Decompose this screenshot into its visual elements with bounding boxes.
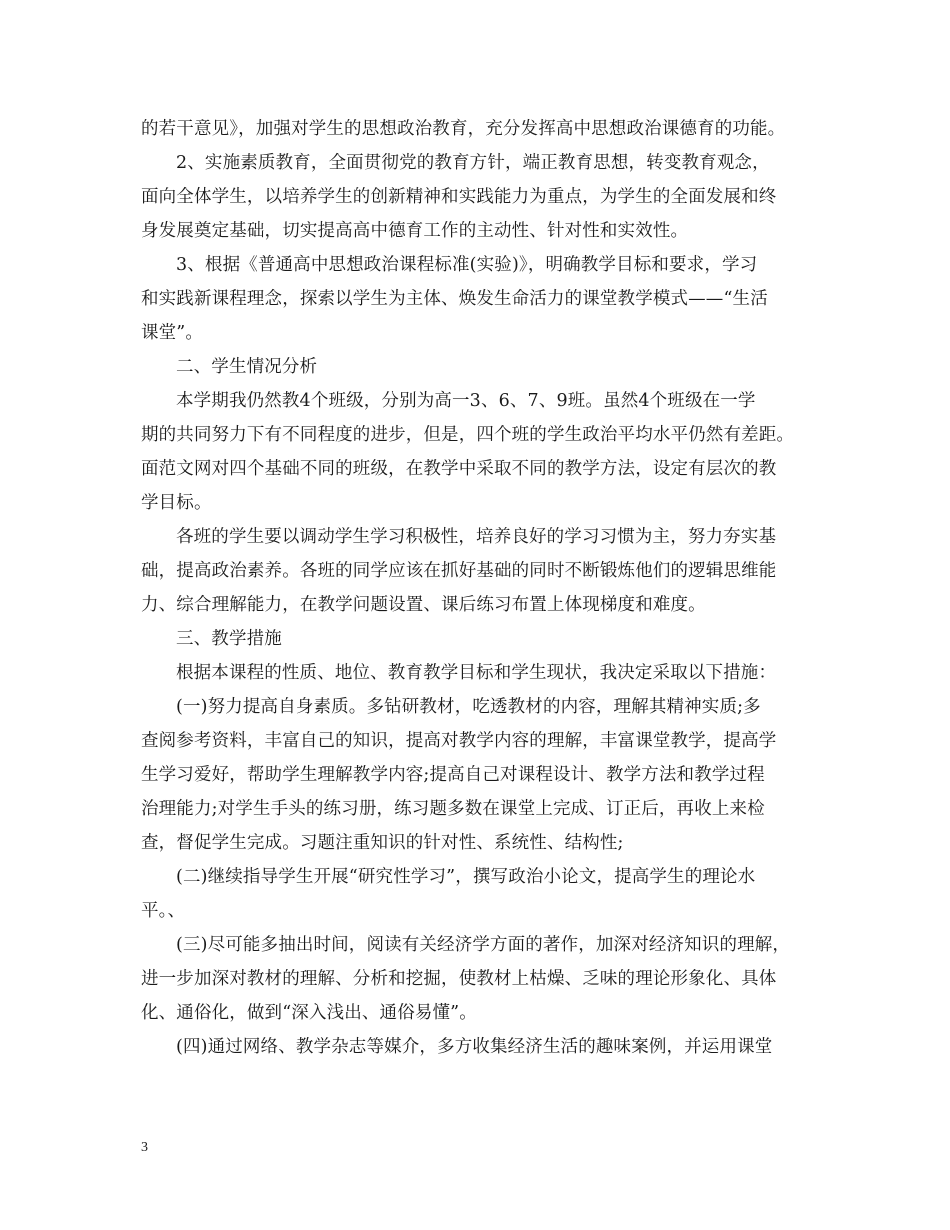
text-line: 化、通俗化，做到“深入浅出、通俗易懂”。 [141, 1003, 477, 1023]
text-line: 进一步加深对教材的理解、分析和挖掘，使教材上枯燥、乏味的理论形象化、具体 [141, 969, 777, 989]
text-line: 各班的学生要以调动学生学习积极性，培养良好的学习习惯为主，努力夯实基 [176, 527, 777, 547]
text-line: 面向全体学生，以培养学生的创新精神和实践能力为重点，为学生的全面发展和终 [141, 187, 777, 207]
text-line: 治理能力;对学生手头的练习册，练习题多数在课堂上完成、订正后，再收上来检 [141, 799, 765, 819]
text-line: (二)继续指导学生开展“研究性学习”，撰写政治小论文，提高学生的理论水 [176, 867, 756, 887]
text-line: (四)通过网络、教学杂志等媒介，多方收集经济生活的趣味案例，并运用课堂 [176, 1037, 773, 1057]
text-line: 平。、 [141, 901, 186, 921]
text-line: 根据本课程的性质、地位、教育教学目标和学生现状，我决定采取以下措施： [176, 663, 777, 683]
text-line: 本学期我仍然教4个班级，分别为高一3、6、7、9班。虽然4个班级在一学 [176, 391, 756, 411]
text-line: 三、教学措施 [176, 629, 282, 649]
text-line: 二、学生情况分析 [176, 357, 318, 377]
document-body [141, 112, 813, 1064]
text-line: 力、综合理解能力，在教学问题设置、课后练习布置上体现梯度和难度。 [141, 595, 706, 615]
text-line: 的若干意见》，加强对学生的思想政治教育，充分发挥高中思想政治课德育的功能。 [141, 119, 786, 139]
text-line: 3、根据《普通高中思想政治课程标准(实验)》，明确教学目标和要求，学习 [176, 255, 758, 275]
text-line: 课堂”。 [141, 323, 204, 343]
text-line: 查阅参考资料，丰富自己的知识，提高对教学内容的理解，丰富课堂教学，提高学 [141, 731, 777, 751]
text-line: 面范文网对四个基础不同的班级，在教学中采取不同的教学方法，设定有层次的教 [141, 459, 777, 479]
page-number: 3 [141, 1140, 148, 1155]
text-line: 查，督促学生完成。习题注重知识的针对性、系统性、结构性; [141, 833, 624, 853]
text-line: 2、实施素质教育，全面贯彻党的教育方针，端正教育思想，转变教育观念， [176, 153, 770, 173]
text-line: (三)尽可能多抽出时间，阅读有关经济学方面的著作，加深对经济知识的理解， [176, 935, 791, 955]
text-line: 学目标。 [141, 493, 212, 513]
text-line: 和实践新课程理念，探索以学生为主体、焕发生命活力的课堂教学模式——“生活 [141, 289, 768, 309]
text-line: 期的共同努力下有不同程度的进步，但是，四个班的学生政治平均水平仍然有差距。 [141, 425, 795, 445]
text-line: 生学习爱好，帮助学生理解教学内容;提高自己对课程设计、教学方法和教学过程 [141, 765, 765, 785]
text-line: (一)努力提高自身素质。多钻研教材，吃透教材的内容，理解其精神实质;多 [176, 697, 761, 717]
text-line: 础，提高政治素养。各班的同学应该在抓好基础的同时不断锻炼他们的逻辑思维能 [141, 561, 777, 581]
text-line: 身发展奠定基础，切实提高高中德育工作的主动性、针对性和实效性。 [141, 221, 689, 241]
